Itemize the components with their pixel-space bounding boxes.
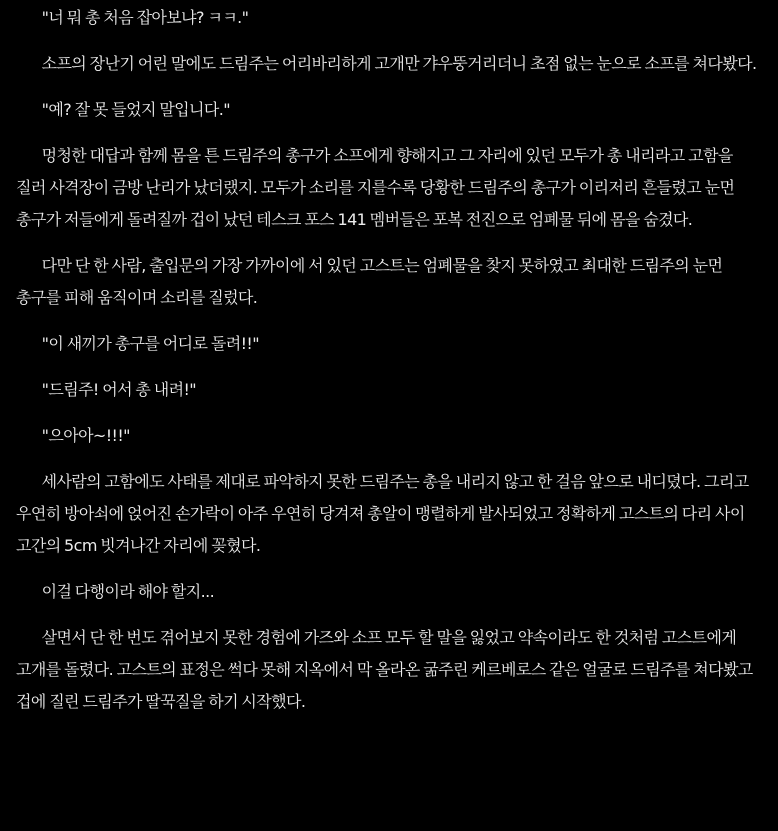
- narration-paragraph: 살면서 단 한 번도 겪어보지 못한 경험에 가즈와 소프 모두 할 말을 잃었고 약속이라도 한 것처럼 고스트에게 고개를 돌렸다. 고스트의 표정은 썩다 못해 지옥에서 막 올라온 굶주린 케르베로스 같은 얼굴로 드림주를 쳐다봤고 겁에 질린 드림주가 딸꾹질을 하기 시작했다.: [16, 628, 753, 711]
- dialogue-paragraph: "으아아~!!!": [41, 426, 130, 445]
- dialogue-paragraph: "예? 잘 못 들었지 말입니다.": [41, 100, 230, 119]
- narration-paragraph: 소프의 장난기 어린 말에도 드림주는 어리바리하게 고개만 갸우뚱거리더니 초점 없는 눈으로 소프를 쳐다봤다.: [41, 54, 757, 73]
- dialogue-paragraph: "드림주! 어서 총 내려!": [41, 380, 197, 399]
- narration-paragraph: 세사람의 고함에도 사태를 제대로 파악하지 못한 드림주는 총을 내리지 않고 한 걸음 앞으로 내디뎠다. 그리고 우연히 방아쇠에 얹어진 손가락이 아주 우연히 당겨져 총알이 맹렬하게 발사되었고 정확하게 고스트의 다리 사이 고간의 5cm 빗겨나간 자리에 꽂혔다.: [16, 472, 749, 555]
- dialogue-paragraph: "너 뭐 총 처음 잡아보냐? ㅋㅋ.": [41, 8, 249, 27]
- narration-paragraph: 멍청한 대답과 함께 몸을 튼 드림주의 총구가 소프에게 향해지고 그 자리에 있던 모두가 총 내리라고 고함을 질러 사격장이 금방 난리가 났더랬지. 모두가 소리를 지를수록 당황한 드림주의 총구가 이리저리 흔들렸고 눈먼 총구가 저들에게 돌려질까 겁이 났던 테스크 포스 141 멤버들은 포복 전진으로 엄폐물 뒤에 몸을 숨겼다.: [16, 146, 735, 229]
- narration-paragraph: 다만 단 한 사람, 출입문의 가장 가까이에 서 있던 고스트는 엄폐물을 찾지 못하였고 최대한 드림주의 눈먼 총구를 피해 움직이며 소리를 질렀다.: [16, 256, 723, 307]
- narration-paragraph: 이걸 다행이라 해야 할지...: [41, 582, 215, 601]
- dialogue-paragraph: "이 새끼가 총구를 어디로 돌려!!": [41, 334, 259, 353]
